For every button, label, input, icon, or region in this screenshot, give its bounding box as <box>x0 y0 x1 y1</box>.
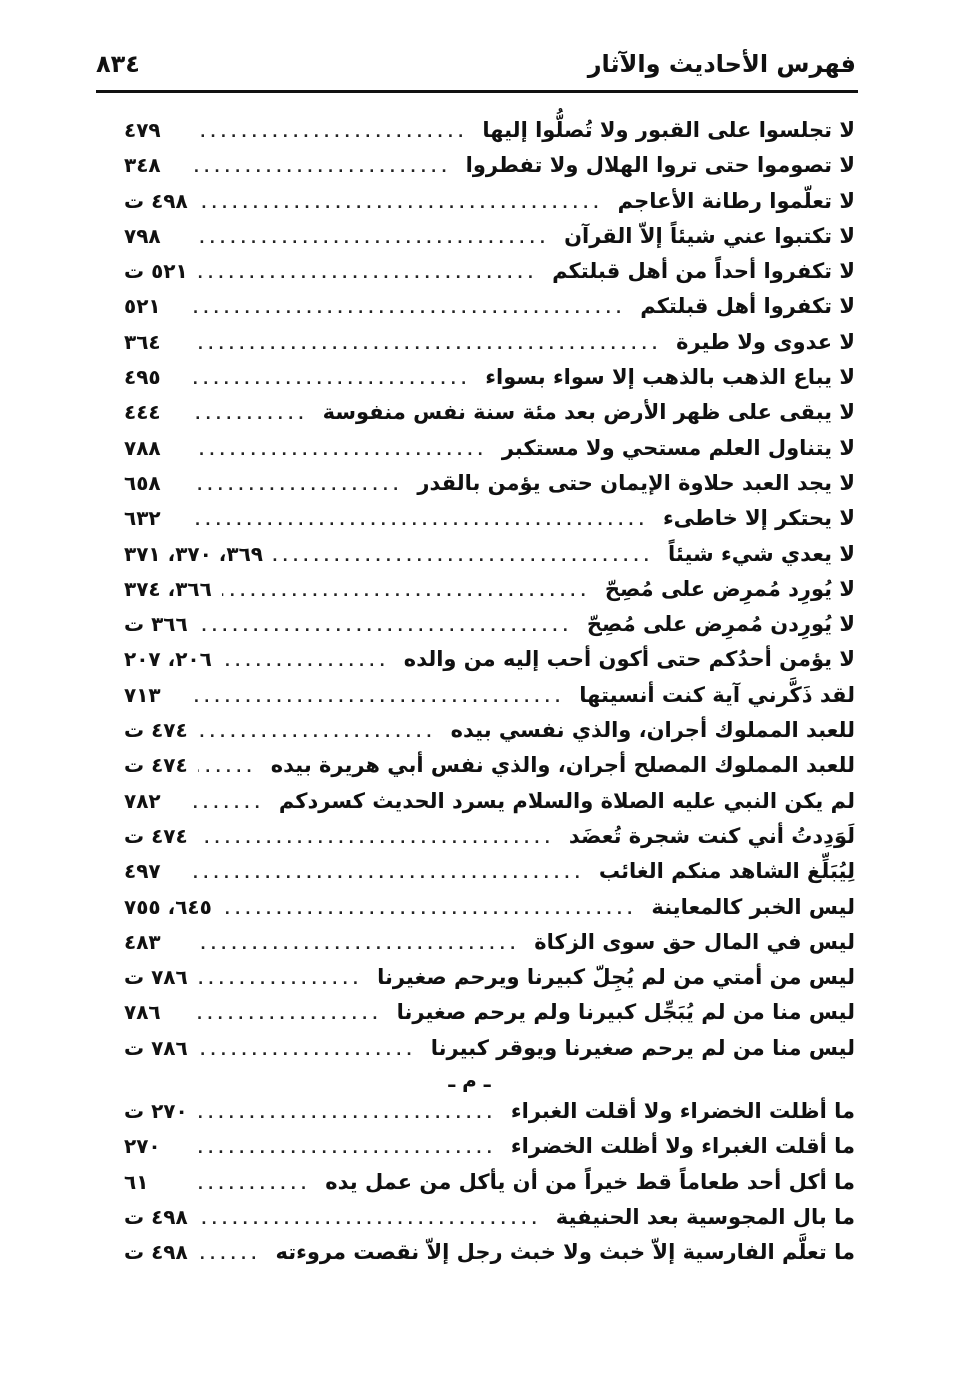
entry-text: لا يؤمن أحدُكم حتى أكون أحب إليه من والده <box>403 647 855 672</box>
entry-page-ref: ٧٨٢ <box>124 788 161 813</box>
entry-text: ما أكل أحد طعاماً قط خيراً من أن يأكل من عمل يده <box>325 1169 855 1194</box>
entry-page-ref: ٤٧٤ ت <box>124 823 188 848</box>
dot-leader <box>198 1238 262 1273</box>
entry-text: لا يعدي شيء شيئاً <box>667 541 855 566</box>
dot-leader <box>194 328 662 363</box>
entry-page-ref: ٦٣٢ <box>124 506 161 531</box>
entry-text: لا تعلّموا رطانة الأعاجم <box>617 188 855 213</box>
index-entry <box>124 890 855 925</box>
entry-page-ref: ٧٩٨ <box>124 223 161 248</box>
entry-text: ليس منا من لم يُبَجِّل كبيرنا ولم يرحم صغيرنا <box>396 1000 855 1025</box>
entry-text: لَوَدِدتُ أني كنت شجرة تُعضَد <box>568 823 855 848</box>
entry-page-ref: ٤٧٩ <box>124 118 161 142</box>
index-entry <box>124 1200 855 1235</box>
dot-leader <box>194 504 649 539</box>
entry-page-ref: ٣٦٦، ٣٧٤ <box>124 576 212 601</box>
page-title: فهرس الأحاديث والآثار <box>587 50 856 78</box>
index-entry <box>124 1235 855 1270</box>
entry-page-ref: ٧٨٦ <box>124 1000 161 1025</box>
entry-page-ref: ٤٨٣ <box>124 929 161 954</box>
dot-leader <box>198 963 363 998</box>
entry-page-ref: ٣٦٦ ت <box>124 612 188 637</box>
dot-leader <box>194 681 565 716</box>
index-entry <box>124 925 855 960</box>
dot-leader <box>194 292 626 327</box>
dot-leader <box>194 398 309 433</box>
entry-page-ref: ٣٤٨ <box>124 153 161 178</box>
entry-page-ref: ٣٦٤ <box>124 329 161 354</box>
entry-page-ref: ٢٠٦، ٢٠٧ <box>124 647 212 672</box>
entry-text: لا يبقى على ظهر الأرض بعد مئة سنة نفس منفوسة <box>322 400 855 425</box>
dot-leader <box>198 187 604 222</box>
entry-text: للعبد المملوك المصلح أجران، والذي نفس أبي هريرة بيده <box>270 753 855 778</box>
dot-leader <box>194 787 265 822</box>
index-entry <box>124 607 855 642</box>
dot-leader <box>198 1034 417 1069</box>
dot-leader <box>198 610 573 645</box>
dot-leader <box>194 363 471 398</box>
page-header <box>96 44 856 90</box>
index-entry <box>124 289 855 324</box>
entry-page-ref: ٤٧٤ ت <box>124 753 188 778</box>
index-entry <box>124 1129 855 1164</box>
entry-text: لا تجلسوا على القبور ولا تُصلُّوا إليها <box>482 118 855 142</box>
entry-text: ما أظلت الخضراء ولا أقلت الغبراء <box>510 1099 855 1124</box>
entry-text: لا يتناول العلم مستحي ولا مستكبر <box>501 435 855 460</box>
entry-text: لا يُورِدن مُمرِض على مُصِحّ <box>586 612 855 637</box>
index-entry <box>124 395 855 430</box>
dot-leader <box>198 822 555 857</box>
index-entry <box>124 254 855 289</box>
entry-page-ref: ٧٨٦ ت <box>124 965 188 990</box>
entry-text: ليس الخبر كالمعاينة <box>651 894 855 919</box>
dot-leader <box>194 1132 497 1167</box>
index-entries-list <box>124 113 855 1271</box>
entry-page-ref: ٤٩٧ <box>124 859 161 884</box>
dot-leader <box>198 1097 497 1132</box>
dot-leader <box>198 716 437 751</box>
entry-text: لا يحتكر إلا خاطىء <box>662 506 855 531</box>
entry-text: ليس من أمتي من لم يُجِلّ كبيرنا ويرحم صغيرنا <box>377 965 855 990</box>
dot-leader <box>194 116 468 151</box>
index-entry <box>124 819 855 854</box>
dot-leader <box>194 1168 311 1203</box>
header-divider <box>96 90 858 93</box>
index-entry <box>124 642 855 677</box>
index-entry <box>124 466 855 501</box>
entry-page-ref: ٤٩٨ ت <box>124 1204 188 1229</box>
dot-leader <box>198 257 538 292</box>
index-entry <box>124 995 855 1030</box>
entry-text: لِيُبَلِّغ الشاهد منكم الغائب <box>598 859 855 884</box>
dot-leader <box>198 1203 542 1238</box>
entry-text: لا عدوى ولا طيرة <box>676 329 855 354</box>
dot-leader <box>194 998 383 1033</box>
entry-page-ref: ٥٢١ <box>124 294 161 319</box>
entry-page-ref: ٤٩٨ ت <box>124 1240 188 1265</box>
dot-leader <box>194 434 488 469</box>
index-entry <box>124 1031 855 1066</box>
dot-leader <box>194 857 585 892</box>
index-entry <box>124 1165 855 1200</box>
entry-page-ref: ٤٩٨ ت <box>124 188 188 213</box>
dot-leader <box>194 222 550 257</box>
entry-page-ref: ٢٧٠ ت <box>124 1099 188 1124</box>
index-entry <box>124 572 855 607</box>
dot-leader <box>198 751 257 786</box>
index-entry <box>124 325 855 360</box>
index-entry <box>124 678 855 713</box>
index-entry <box>124 501 855 536</box>
entry-text: ليس منا من لم يرحم صغيرنا ويوقر كبيرنا <box>430 1035 855 1060</box>
dot-leader <box>222 893 638 928</box>
entry-text: ما بال المجوسية بعد الحنيفية <box>555 1204 855 1229</box>
entry-text: لا تصوموا حتى تروا الهلال ولا تفطروا <box>465 153 855 178</box>
index-entry <box>124 1094 855 1129</box>
entry-text: لا تكفروا أحداً من أهل قبلتكم <box>552 259 855 284</box>
index-entry <box>124 184 855 219</box>
entry-page-ref: ٦٤٥، ٧٥٥ <box>124 894 212 919</box>
page-number: ٨٣٤ <box>96 50 140 78</box>
section-letter-heading: ـ م ـ <box>448 1068 491 1093</box>
entry-page-ref: ٤٧٤ ت <box>124 718 188 743</box>
entry-page-ref: ٢٧٠ <box>124 1134 161 1159</box>
entry-page-ref: ٥٢١ ت <box>124 259 188 284</box>
dot-leader <box>194 469 403 504</box>
index-entry <box>124 960 855 995</box>
dot-leader <box>222 575 591 610</box>
index-entry <box>124 784 855 819</box>
index-entry <box>124 431 855 466</box>
entry-page-ref: ٤٤٤ <box>124 400 161 425</box>
index-entry <box>124 113 855 148</box>
entry-text: ما تعلَّم الفارسية إلاّ خبث ولا خبث رجل إلاّ نقصت مروءته <box>275 1240 855 1265</box>
dot-leader <box>222 645 390 680</box>
index-entry <box>124 219 855 254</box>
dot-leader <box>194 151 452 186</box>
index-entry <box>124 537 855 572</box>
index-entry <box>124 360 855 395</box>
entry-page-ref: ٣٦٩، ٣٧٠، ٣٧١ <box>124 541 263 566</box>
entry-text: لا يجد العبد حلاوة الإيمان حتى يؤمن بالقدر <box>417 470 855 495</box>
entry-page-ref: ٦١ <box>124 1169 149 1194</box>
dot-leader <box>194 928 520 963</box>
entry-page-ref: ٦٥٨ <box>124 470 161 495</box>
entry-page-ref: ٧٨٦ ت <box>124 1035 188 1060</box>
dot-leader <box>273 540 654 575</box>
entry-page-ref: ٤٩٥ <box>124 365 161 390</box>
entry-text: لا يباع الذهب بالذهب إلا سواء بسواء <box>485 365 855 390</box>
entry-page-ref: ٧١٣ <box>124 682 161 707</box>
entry-text: لا تكفروا أهل قبلتكم <box>640 294 855 319</box>
index-entry <box>124 148 855 183</box>
index-entry <box>124 748 855 783</box>
entry-text: للعبد المملوك أجران، والذي نفسي بيده <box>450 718 855 743</box>
index-entry <box>124 854 855 889</box>
index-entry <box>124 713 855 748</box>
entry-page-ref: ٧٨٨ <box>124 435 161 460</box>
entry-text: لا يُورِد مُمرِض على مُصِحّ <box>604 576 855 601</box>
entry-text: لم يكن النبي عليه الصلاة والسلام يسرد الحديث كسردكم <box>278 788 855 813</box>
entry-text: ما أقلت الغبراء ولا أظلت الخضراء <box>510 1134 855 1159</box>
entry-text: لقد ذَكَّرني آية كنت أنسيتها <box>579 682 855 707</box>
entry-text: لا تكتبوا عني شيئاً إلاّ القرآن <box>564 223 855 248</box>
entry-text: ليس في المال حق سوى الزكاة <box>534 929 855 954</box>
